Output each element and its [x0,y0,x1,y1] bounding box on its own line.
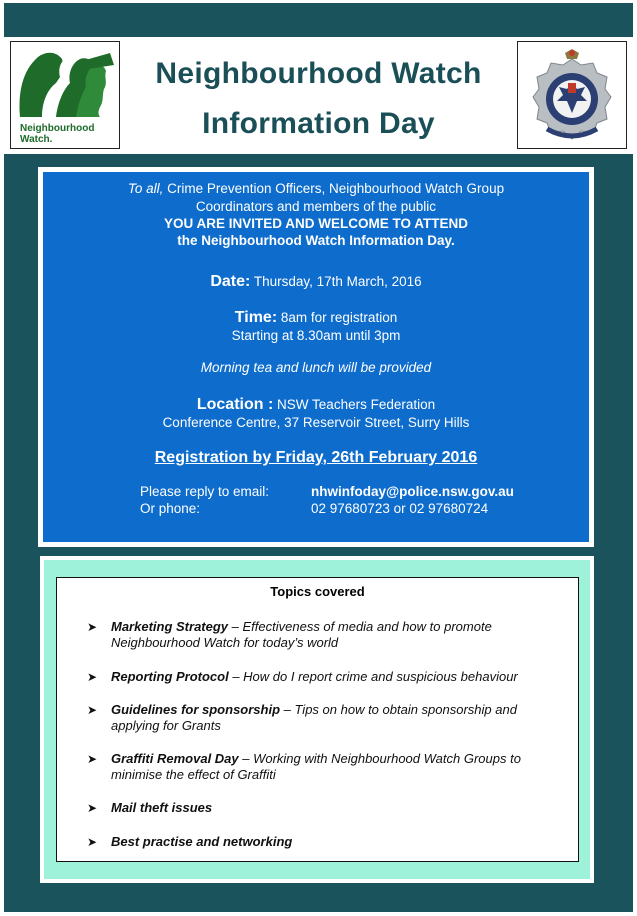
page-title [124,49,513,149]
topic-head: Graffiti Removal Day [111,751,239,766]
topic-text: – Working with Neighbourhood Watch Groups to minimise the effect of Graffiti [111,751,521,782]
topic-text: – Tips on how to obtain sponsorship and applying for Grants [111,702,517,733]
time-line2: Starting at 8.30am until 3pm [231,328,401,343]
topic-text: – Effectiveness of media and how to promote Neighbourhood Watch for today’s world [111,619,492,650]
arrow-bullet-icon: ➤ [87,670,98,684]
title-line1: Neighbourhood Watch [155,57,482,90]
invite-line1: YOU ARE INVITED AND WELCOME TO ATTEND [163,216,468,231]
arrow-bullet-icon: ➤ [87,620,98,634]
logo-text-line1: Neighbourhood [20,123,95,134]
location-value: NSW Teachers Federation [273,397,436,412]
intro-line [43,180,589,197]
neighbourhood-watch-logo [10,41,120,149]
profile-faces-icon [12,43,120,121]
top-banner [4,3,633,37]
intro-line2: Coordinators and members of the public [195,199,437,214]
time-line [43,309,589,326]
location-line2: Conference Centre, 37 Reservoir Street, Surry Hills [162,415,470,430]
topic-head: Reporting Protocol [111,669,229,684]
location-line [43,396,589,413]
location-label: Location : [196,396,274,413]
refreshments-note: Morning tea and lunch will be provided [200,360,432,375]
date-value: Thursday, 17th March, 2016 [250,274,422,289]
arrow-bullet-icon: ➤ [87,703,98,717]
email-value[interactable]: nhwinfoday@police.nsw.gov.au [311,484,514,499]
logo-text [20,123,94,145]
registration-deadline: Registration by Friday, 26th February 2016 [154,449,478,466]
arrow-bullet-icon: ➤ [87,801,98,815]
intro-rest: Crime Prevention Officers, Neighbourhood Watch Group [163,181,505,196]
topic-text: – How do I report crime and suspicious behaviour [228,669,518,684]
phone-value[interactable]: 02 97680723 or 02 97680724 [311,501,489,516]
arrow-bullet-icon: ➤ [87,752,98,766]
date-line [43,273,589,290]
invite-line2: the Neighbourhood Watch Information Day. [177,233,455,248]
topics-box [56,577,579,862]
logo-text-line2: Watch. [20,134,53,145]
topics-title: Topics covered [270,584,365,599]
topic-head: Best practise and networking [111,834,293,849]
header [4,37,633,154]
phone-label: Or phone: [140,501,201,516]
police-badge [517,41,627,149]
topic-head: Guidelines for sponsorship [111,702,281,717]
intro-italic: To all, [127,181,164,196]
arrow-bullet-icon: ➤ [87,835,98,849]
time-value: 8am for registration [277,310,398,325]
title-line2: Information Day [202,107,435,140]
topic-head: Marketing Strategy [111,619,229,634]
police-badge-icon [519,43,625,147]
time-label: Time: [234,309,278,326]
date-label: Date: [210,273,251,290]
invitation-box [38,167,594,547]
topic-head: Mail theft issues [111,800,213,815]
email-label: Please reply to email: [140,484,270,499]
